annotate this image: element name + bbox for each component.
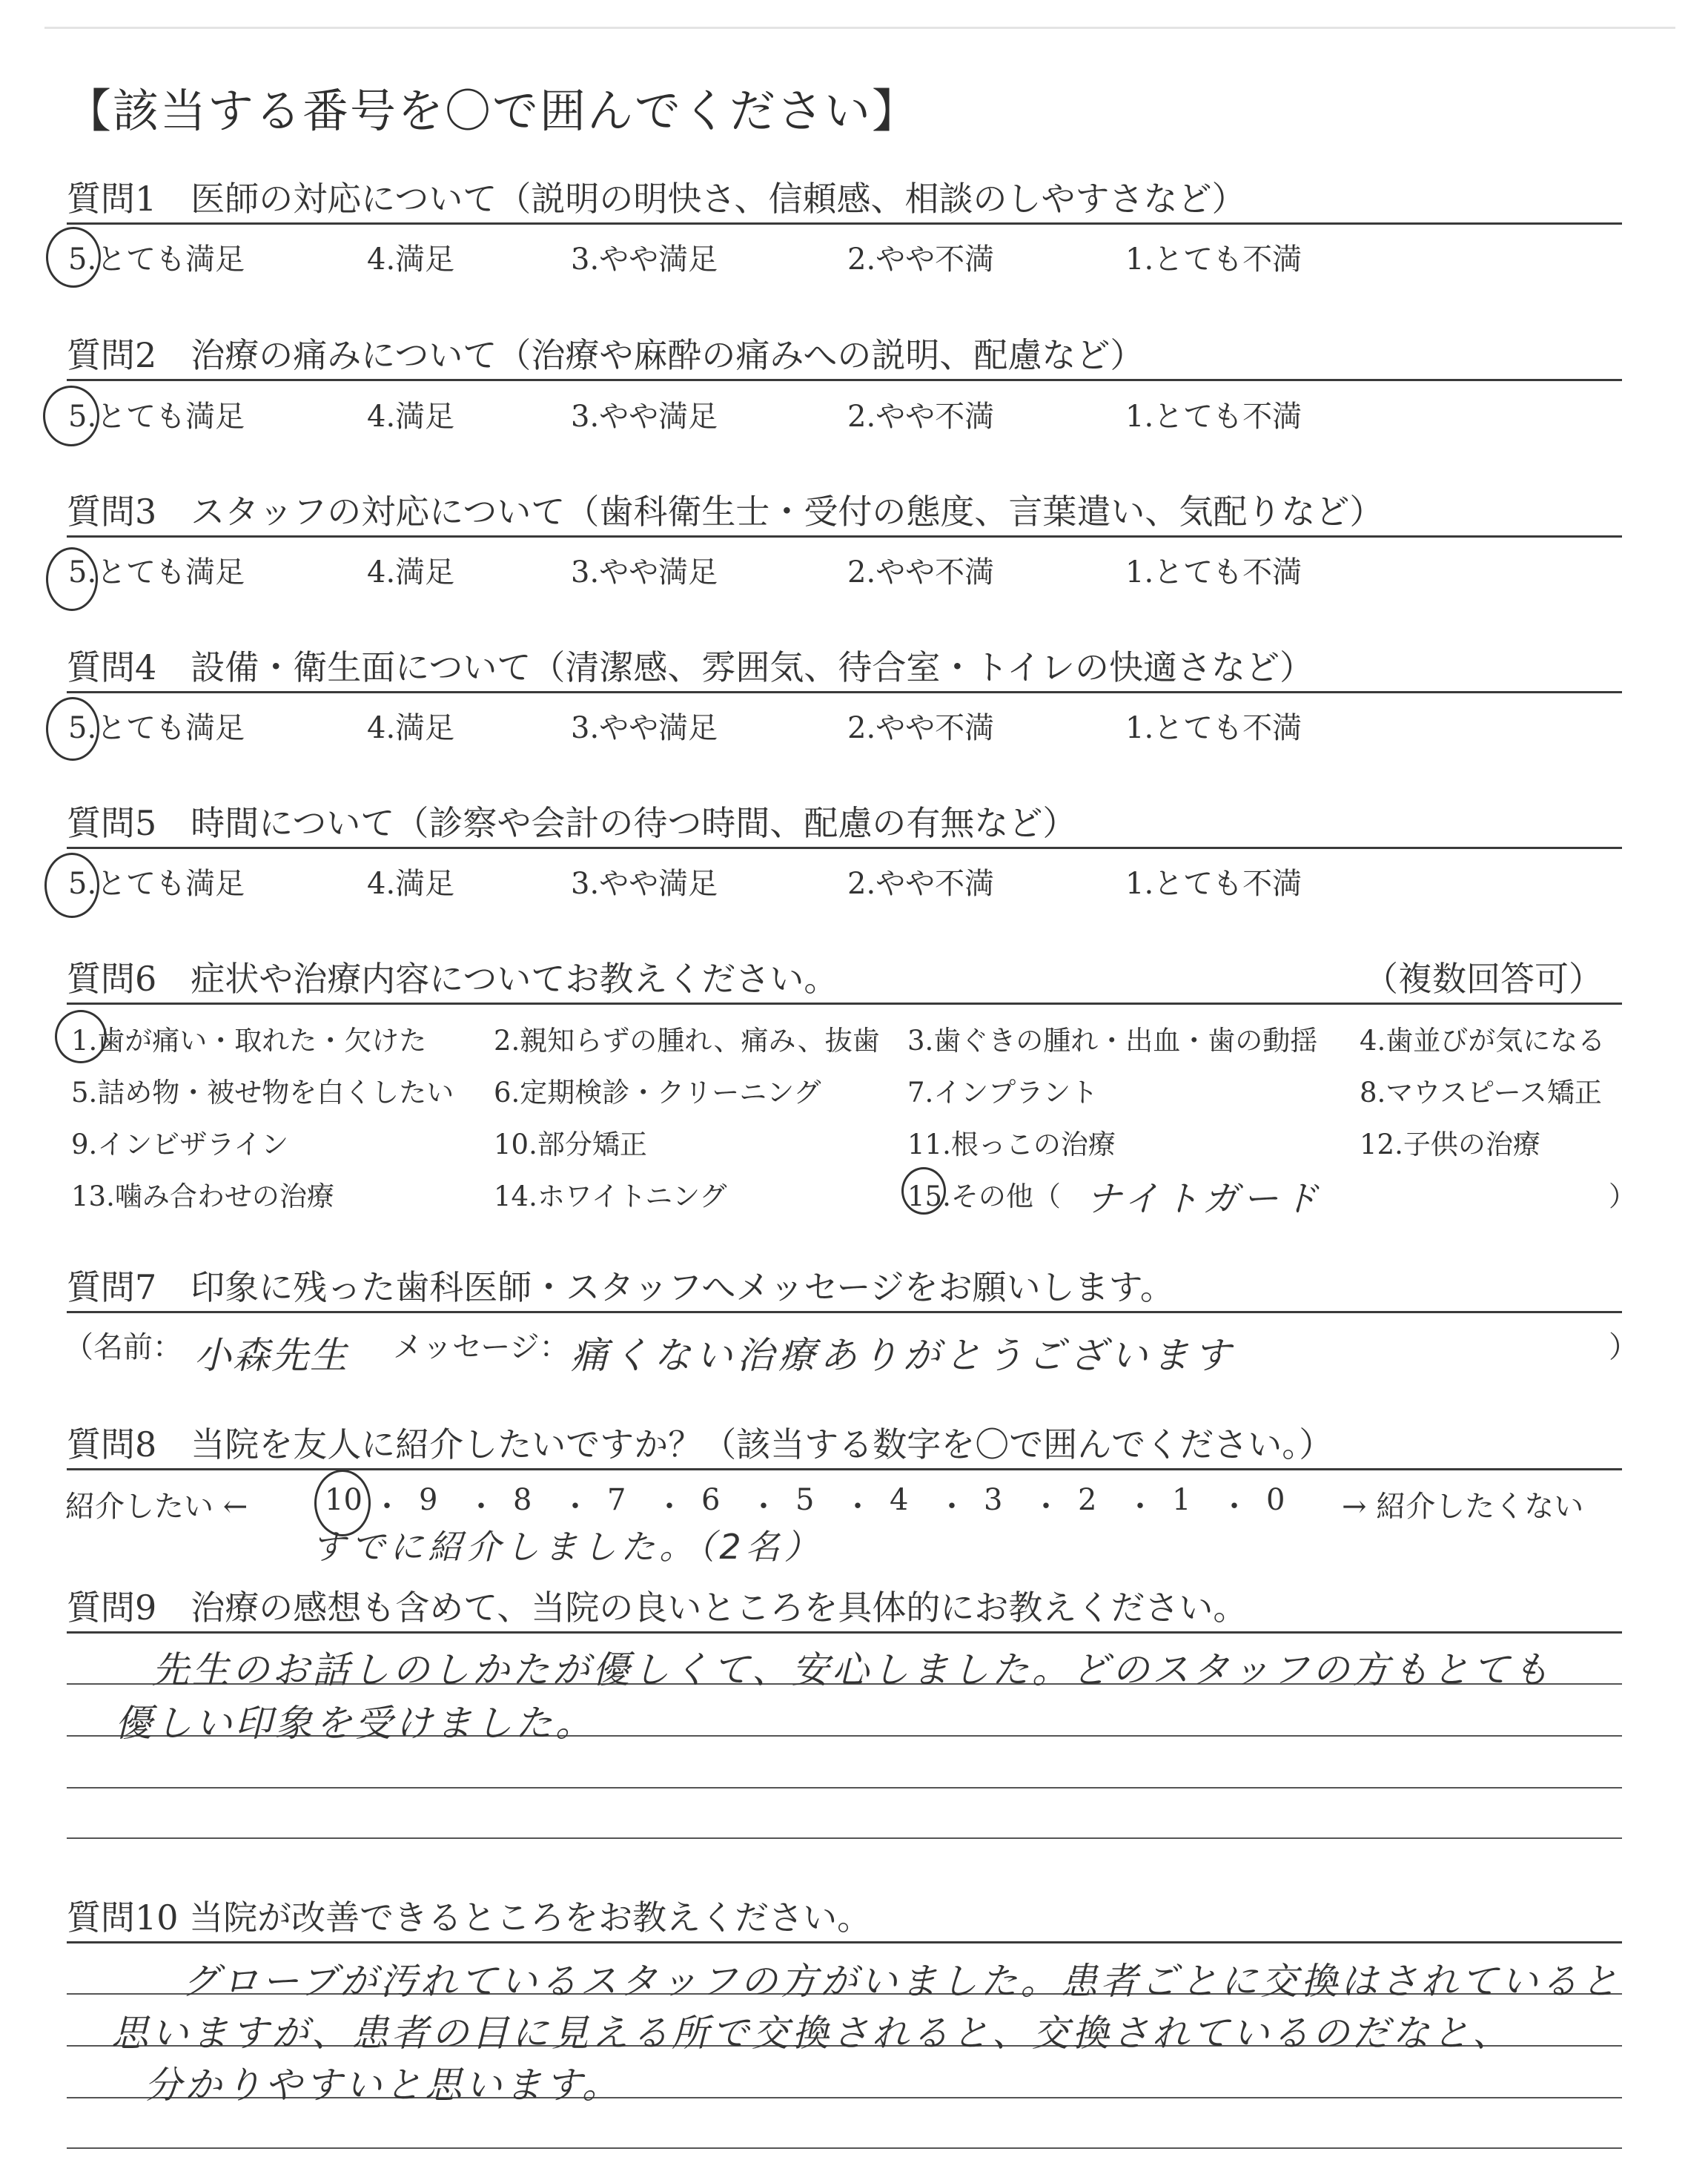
q8-scale-value[interactable]: 8 — [513, 1483, 532, 1517]
question-9-title: 質問9 治療の感想も含めて、当院の良いところを具体的にお教えください。 — [67, 1588, 1248, 1628]
q7-name-handwritten: 小森先生 — [194, 1334, 348, 1377]
q1-option-1[interactable]: 1.とても不満 — [1125, 242, 1302, 277]
q8-scale-separator: ・ — [1031, 1490, 1061, 1524]
q4-selection-circle — [46, 697, 99, 761]
question-5-rule — [67, 847, 1622, 849]
q8-scale-separator: ・ — [1125, 1490, 1155, 1524]
q4-option-4[interactable]: 4.満足 — [367, 711, 455, 745]
q8-scale-separator: ・ — [937, 1490, 967, 1524]
question-7-title: 質問7 印象に残った歯科医師・スタッフへメッセージをお願いします。 — [67, 1267, 1174, 1307]
q6-option-11[interactable]: 11.根っこの治療 — [907, 1129, 1116, 1160]
question-7-rule — [67, 1311, 1622, 1313]
q2-selection-circle — [43, 386, 99, 446]
question-6-multiple-note: （複数回答可） — [1364, 959, 1603, 999]
q8-scale-separator: ・ — [466, 1490, 496, 1524]
question-4-title: 質問4 設備・衛生面について（清潔感、雰囲気、待合室・トイレの快適さなど） — [67, 647, 1314, 687]
q3-selection-circle — [46, 547, 98, 611]
q2-option-5[interactable]: 5.とても満足 — [68, 400, 245, 434]
q6-option-13[interactable]: 13.噛み合わせの治療 — [71, 1180, 334, 1212]
q8-scale-value[interactable]: 0 — [1266, 1483, 1285, 1517]
q8-scale-value[interactable]: 1 — [1172, 1483, 1191, 1517]
q7-close-paren: ） — [1609, 1330, 1638, 1364]
q8-scale-value[interactable]: 7 — [607, 1483, 626, 1517]
q6-option-15[interactable]: 15.その他（ — [907, 1180, 1061, 1212]
question-2-rule — [67, 379, 1622, 381]
q8-scale-separator: ・ — [655, 1490, 684, 1524]
q3-option-1[interactable]: 1.とても不満 — [1125, 555, 1302, 589]
q6-option-7[interactable]: 7.インプラント — [907, 1077, 1099, 1109]
q4-option-5[interactable]: 5.とても満足 — [68, 711, 245, 745]
q8-scale-value[interactable]: 6 — [701, 1483, 721, 1517]
q4-option-2[interactable]: 2.やや不満 — [847, 711, 995, 745]
q5-option-3[interactable]: 3.やや満足 — [571, 867, 718, 901]
q10-writing-line — [67, 2147, 1622, 2149]
q4-option-3[interactable]: 3.やや満足 — [571, 711, 718, 745]
q8-scale-value[interactable]: 9 — [419, 1483, 438, 1517]
q8-scale-separator: ・ — [749, 1490, 778, 1524]
q9-answer-line-1: 先生のお話しのしかたが優しくて、安心しました。どのスタッフの方もとても — [152, 1648, 1552, 1691]
q6-option-8[interactable]: 8.マウスピース矯正 — [1360, 1077, 1602, 1109]
question-5-title: 質問5 時間について（診察や会計の待つ時間、配慮の有無など） — [67, 803, 1077, 843]
q8-scale-value[interactable]: 4 — [890, 1483, 909, 1517]
q9-answer-line-2: 優しい印象を受けました。 — [115, 1702, 595, 1745]
q2-option-3[interactable]: 3.やや満足 — [571, 400, 718, 434]
page-top-edge — [44, 27, 1675, 29]
q6-option-5[interactable]: 5.詰め物・被せ物を白くしたい — [71, 1077, 454, 1109]
q1-selection-circle — [46, 227, 101, 288]
question-3-rule — [67, 535, 1622, 538]
q3-option-4[interactable]: 4.満足 — [367, 555, 455, 589]
question-6-title: 質問6 症状や治療内容についてお教えください。 — [67, 959, 838, 999]
q2-option-2[interactable]: 2.やや不満 — [847, 400, 995, 434]
question-1-title: 質問1 医師の対応について（説明の明快さ、信頼感、相談のしやすさなど） — [67, 179, 1246, 219]
q8-left-label: 紹介したい ← — [65, 1490, 248, 1524]
q6-selection-circle-1 — [55, 1010, 107, 1063]
q5-option-5[interactable]: 5.とても満足 — [68, 867, 245, 901]
q6-option-6[interactable]: 6.定期検診・クリーニング — [494, 1077, 821, 1109]
q1-option-3[interactable]: 3.やや満足 — [571, 242, 718, 277]
q8-scale-value[interactable]: 3 — [984, 1483, 1003, 1517]
q10-answer-line-1: グローブが汚れているスタッフの方がいました。患者ごとに交換はされていると — [182, 1960, 1621, 2003]
q3-option-3[interactable]: 3.やや満足 — [571, 555, 718, 589]
q6-selection-circle-15 — [901, 1167, 946, 1215]
q10-answer-line-3: 分かりやすいと思います。 — [145, 2064, 622, 2107]
q7-message-handwritten: 痛くない治療ありがとうございます — [571, 1334, 1235, 1377]
q6-other-handwritten: ナイトガード — [1086, 1178, 1323, 1220]
q6-option-10[interactable]: 10.部分矯正 — [494, 1129, 647, 1160]
question-10-rule — [67, 1941, 1622, 1943]
q6-option-3[interactable]: 3.歯ぐきの腫れ・出血・歯の動揺 — [907, 1025, 1318, 1057]
q6-option-2[interactable]: 2.親知らずの腫れ、痛み、抜歯 — [494, 1025, 880, 1057]
q8-scale-separator: ・ — [372, 1490, 402, 1524]
question-8-title: 質問8 当院を友人に紹介したいですか？（該当する数字を〇で囲んでください。） — [67, 1424, 1334, 1464]
q6-option-12[interactable]: 12.子供の治療 — [1360, 1129, 1540, 1160]
q5-selection-circle — [44, 853, 99, 918]
q9-writing-line — [67, 1787, 1622, 1789]
q8-scale-value[interactable]: 10 — [325, 1483, 363, 1517]
q6-other-close: ） — [1609, 1180, 1636, 1212]
question-3-title: 質問3 スタッフの対応について（歯科衛生士・受付の態度、言葉遣い、気配りなど） — [67, 492, 1384, 532]
q6-option-14[interactable]: 14.ホワイトニング — [494, 1180, 727, 1212]
q7-name-label: （名前： — [64, 1330, 182, 1364]
q7-message-label: メッセージ： — [393, 1330, 569, 1364]
q10-answer-line-2: 思いますが、患者の目に見える所で交換されると、交換されているのだなと、 — [111, 2012, 1512, 2055]
q2-option-1[interactable]: 1.とても不満 — [1125, 400, 1302, 434]
q1-option-2[interactable]: 2.やや不満 — [847, 242, 995, 277]
q5-option-1[interactable]: 1.とても不満 — [1125, 867, 1302, 901]
q1-option-4[interactable]: 4.満足 — [367, 242, 455, 277]
q3-option-5[interactable]: 5.とても満足 — [68, 555, 245, 589]
q6-option-1[interactable]: 1.歯が痛い・取れた・欠けた — [71, 1025, 427, 1057]
q4-option-1[interactable]: 1.とても不満 — [1125, 711, 1302, 745]
q6-option-9[interactable]: 9.インビザライン — [71, 1129, 289, 1160]
question-8-rule — [67, 1468, 1622, 1470]
page-heading: 【該当する番号を〇で囲んでください】 — [65, 84, 920, 138]
q3-option-2[interactable]: 2.やや不満 — [847, 555, 995, 589]
q8-handwritten-note: すでに紹介しました。（2名） — [311, 1527, 823, 1567]
question-2-title: 質問2 治療の痛みについて（治療や麻酔の痛みへの説明、配慮など） — [67, 335, 1145, 375]
q9-writing-line — [67, 1837, 1622, 1839]
q8-scale-value[interactable]: 2 — [1078, 1483, 1097, 1517]
question-9-rule — [67, 1631, 1622, 1634]
q8-scale-separator: ・ — [843, 1490, 873, 1524]
question-10-title: 質問10 当院が改善できるところをお教えください。 — [67, 1898, 872, 1938]
question-1-rule — [67, 222, 1622, 225]
question-4-rule — [67, 691, 1622, 693]
question-6-rule — [67, 1003, 1622, 1005]
q8-scale-value[interactable]: 5 — [795, 1483, 815, 1517]
q2-option-4[interactable]: 4.満足 — [367, 400, 455, 434]
q5-option-4[interactable]: 4.満足 — [367, 867, 455, 901]
q6-option-4[interactable]: 4.歯並びが気になる — [1360, 1025, 1606, 1057]
q8-scale-separator: ・ — [1219, 1490, 1249, 1524]
q1-option-5[interactable]: 5.とても満足 — [68, 242, 245, 277]
q5-option-2[interactable]: 2.やや不満 — [847, 867, 995, 901]
q8-scale-separator: ・ — [560, 1490, 590, 1524]
q8-right-label: → 紹介したくない — [1342, 1490, 1584, 1524]
